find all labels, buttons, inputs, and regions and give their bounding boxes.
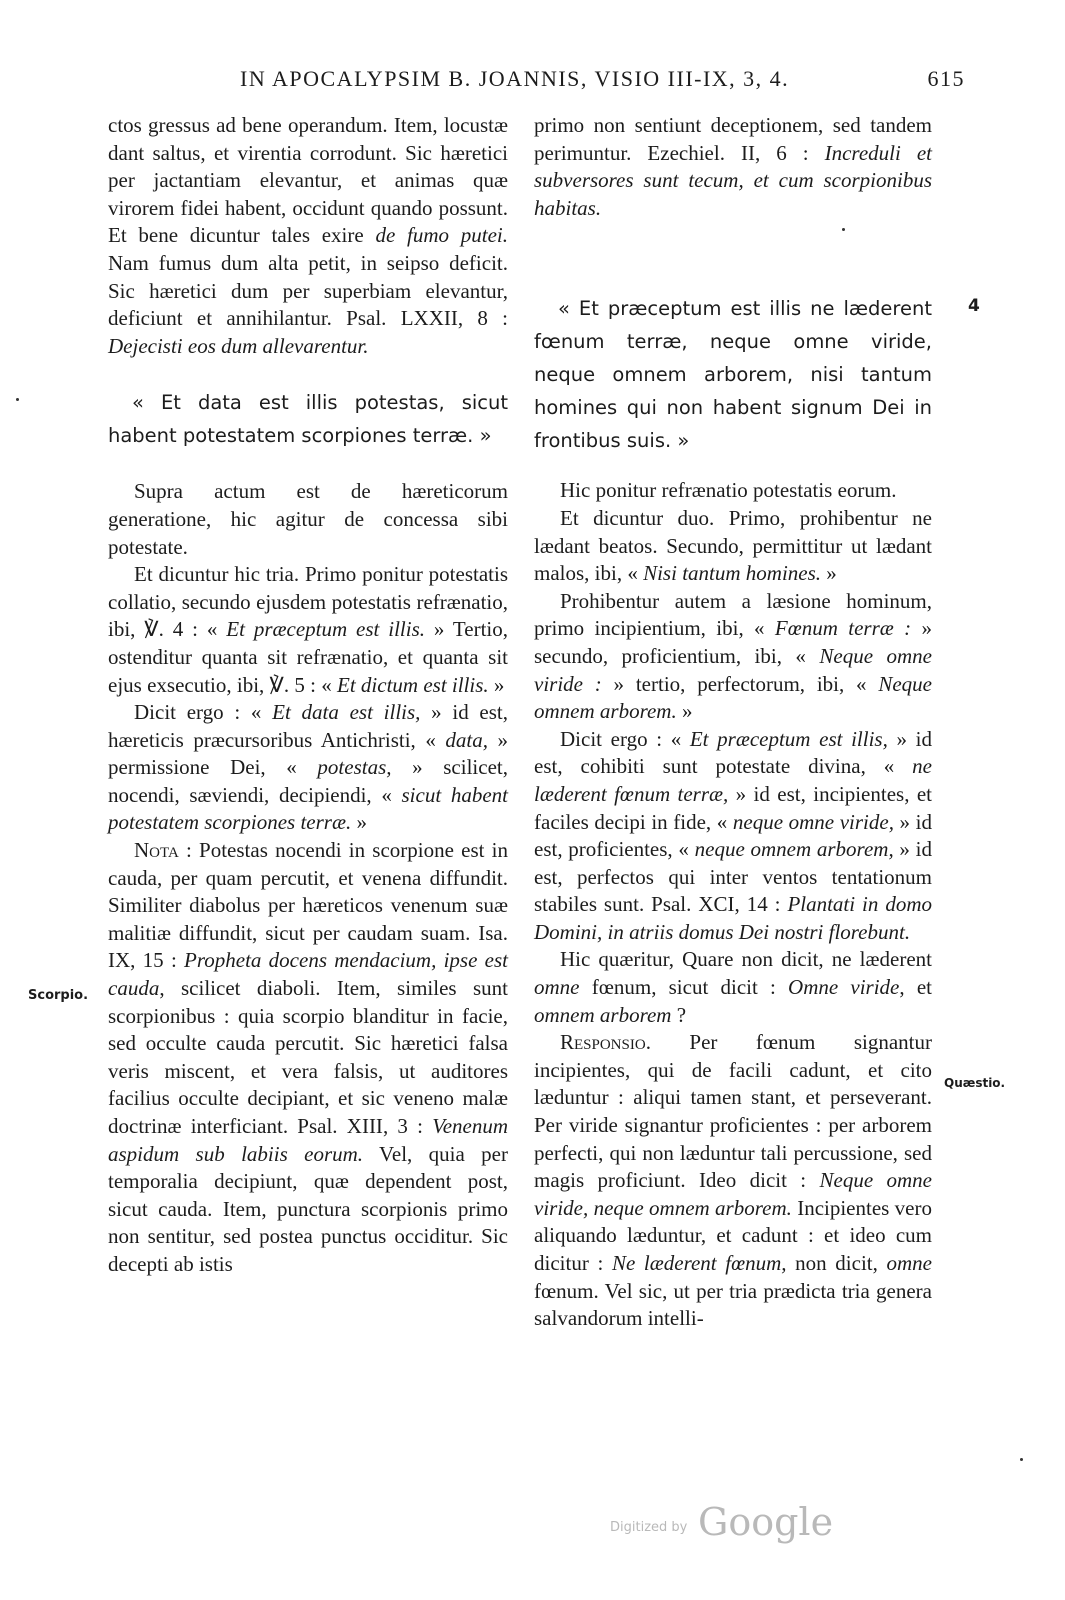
paragraph: Responsio. Per fœnum signantur incipientes, qui de facili cadunt, et cito læduntur : aliqui tamen stant, et perseverant. Per viride signantur proficientes : per arborem perfecti, qui non læduntur tali percussione, sed magis proficiunt. Ideo dicit : Neque omne viride, neque omnem arborem. Incipientes vero aliquando læduntur, et cadunt : et ideo cum dicitur : Ne læderent fœnum, non dicit, omne fœnum. Vel sic, ut per tria prædicta tria genera salvandorum intelli- [534, 1030, 933, 1331]
speck-mark [842, 228, 845, 231]
paragraph: Nota : Potestas nocendi in scorpione est in cauda, per quam percutit, et venena diffundit. Similiter diabolus per hæreticos venenum suæ malitiæ diffundit, sicut per caudam suam. Isa. IX, 15 : Propheta docens mendacium, ipse est cauda, scilicet diaboli. Item, similes sunt scorpionibus : quia scorpio blanditur in facie, sed occulte cauda percutit. Sic hæretici falsa veris miscent, et vera falsis, ut auditores facilius occulte decipiant, et sic veneno malæ doctrinæ interficiant. Psal. XIII, 3 : Venenum aspidum sub labiis eorum. Vel, quia per temporalia decipiunt, quæ dependent post, sicut cauda. Item, punctura scorpionis primo non sentitur, sed postea punctus occiditur. Sic decepti ab istis [108, 838, 508, 1276]
google-logo: Google [698, 1500, 834, 1544]
running-title: IN APOCALYPSIM B. JOANNIS, VISIO III-IX, 3, 4. [240, 66, 790, 91]
digitized-label: Digitized by [610, 1520, 688, 1535]
right-column [534, 112, 932, 1333]
digitized-by-google-watermark [610, 1500, 834, 1550]
left-column [108, 112, 508, 1279]
paragraph: Et dicuntur hic tria. Primo ponitur potestatis collatio, secundo ejusdem potestatis refrænatio, ibi, ℣. 4 : « Et præceptum est illis. » Tertio, ostenditur quanta sit refrænatio, et quanta sit ejus exsecutio, ibi, ℣. 5 : « Et dictum est illis. » [108, 562, 509, 697]
paragraph: ctos gressus ad bene operandum. Item, locustæ dant saltus, et virentia corrodunt. Sic hæretici per jactantiam elevantur, et animas quæ virorem fidei habent, occidunt quando possunt. Et bene dicuntur tales exire de fumo putei. Nam fumus dum alta petit, in seipso deficit. Sic hæretici dum per superbiam elevantur, deficiunt et annihilantur. Psal. LXXII, 8 : Dejecisti eos dum allevarentur. [108, 113, 508, 358]
paragraph: Prohibentur autem a læsione hominum, primo incipientium, ibi, « Fœnum terræ : » secundo, proficientium, ibi, « Neque omne viride : » tertio, perfectorum, ibi, « Neque omnem arborem. » [534, 588, 932, 724]
paragraph: Hic quæritur, Quare non dicit, ne læderent omne fœnum, sicut dicit : Omne viride, et omnem arborem ? [534, 947, 932, 1027]
speck-mark [1020, 1458, 1023, 1461]
paragraph: Dicit ergo : « Et data est illis, » id est, hæreticis præcursoribus Antichristi, « data, » permissione Dei, « potestas, » scilicet, nocendi, sæviendi, decipiendi, « sicut habent potestatem scorpiones terræ. » [108, 700, 508, 835]
paragraph: Dicit ergo : « Et præceptum est illis, » id est, cohibiti sunt potestate divina, « ne læderent fœnum terræ, » id est, incipientes, et faciles decipi in fide, « neque omne viride, » id est, proficientes, « neque omnem arborem, » id est, perfectos qui inter ventos tentationum stabiles sunt. Psal. XCI, 14 : Plantati in domo Domini, in atriis domus Dei nostri florebunt. [534, 726, 932, 944]
speck-mark [16, 398, 19, 401]
running-header [240, 62, 965, 102]
verse-number: 4 [968, 296, 980, 316]
paragraph: Et dicuntur duo. Primo, prohibentur ne lædant beatos. Secundo, permittitur ut lædant malos, ibi, « Nisi tantum homines. » [534, 505, 932, 586]
page-number: 615 [927, 66, 965, 91]
paragraph: Hic ponitur refrænatio potestatis eorum. [560, 478, 897, 503]
paragraph: Supra actum est de hæreticorum generatione, hic agitur de concessa sibi potestate. [108, 479, 508, 559]
scripture-quote: « Et data est illis potestas, sicut habent potestatem scorpiones terræ. » [108, 391, 508, 448]
scripture-quote: « Et præceptum est illis ne læderent fœnum terræ, neque omne viride, neque omnem arborem, nisi tantum homines qui non habent signum Dei in frontibus suis. » [534, 297, 932, 453]
margin-note-quaestio: Quæstio. [944, 1076, 1006, 1090]
margin-note-scorpio: Scorpio. [28, 988, 89, 1003]
paragraph: primo non sentiunt deceptionem, sed tandem perimuntur. Ezechiel. II, 6 : Increduli et subversores sunt tecum, et cum scorpionibus habitas. [534, 113, 932, 220]
